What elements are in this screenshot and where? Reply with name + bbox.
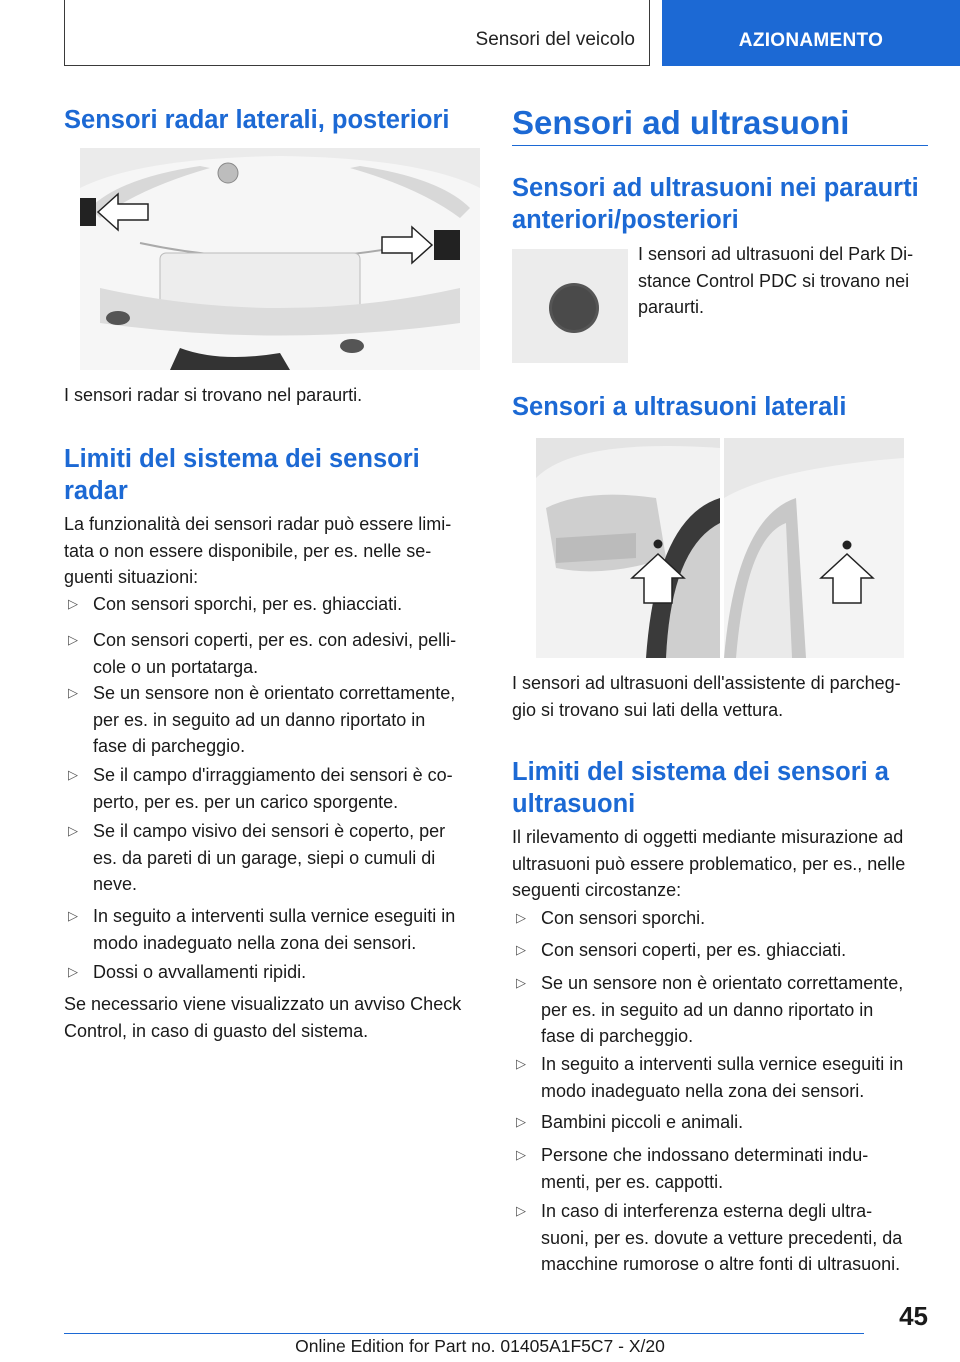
text-line: fase di parcheggio.: [93, 736, 246, 756]
radar-intro-text: I sensori radar si trovano nel paraurti.: [64, 385, 363, 405]
bullet-triangle-icon: ▷: [516, 1203, 526, 1218]
bullet-triangle-icon: ▷: [516, 910, 526, 925]
text-line: tata o non essere disponibile, per es. nelle se-: [64, 540, 432, 561]
ultrasonic-bullet-item: [512, 1051, 903, 1104]
bullet-triangle-icon: ▷: [516, 1056, 526, 1071]
ultrasonic-section-title: Sensori ad ultrasuoni: [512, 104, 850, 141]
bumper-sensors-text: [638, 241, 913, 321]
text-line: per es. in seguito ad un danno riportato in: [541, 999, 874, 1020]
ultrasonic-bullet-item: [512, 970, 903, 1050]
text-line: seguenti circostanze:: [512, 880, 682, 900]
text-line: Se necessario viene visualizzato un avviso Check: [64, 994, 462, 1014]
text-line: es. da pareti di un garage, siepi o cumuli di: [93, 847, 436, 868]
text-line: Con sensori sporchi, per es. ghiacciati.: [93, 594, 403, 614]
side-ultrasonic-sensors-icon: [536, 438, 904, 658]
ultrasonic-limits-title-line1: Limiti del sistema dei sensori a: [512, 758, 889, 786]
ultrasonic-bullet-item: [512, 937, 846, 964]
bullet-triangle-icon: ▷: [516, 1114, 526, 1129]
text-line: modo inadeguato nella zona dei sensori.: [541, 1080, 865, 1101]
radar-bullet-item: [64, 818, 445, 898]
text-line: In caso di interferenza esterna degli ultra-: [541, 1201, 873, 1221]
bullet-triangle-icon: ▷: [516, 1147, 526, 1162]
text-line: per es. in seguito ad un danno riportato in: [93, 709, 426, 730]
side-sensors-title: Sensori a ultrasuoni laterali: [512, 393, 847, 421]
bullet-triangle-icon: ▷: [68, 767, 78, 782]
ultrasonic-sensor-icon: [512, 249, 628, 363]
text-line: Con sensori coperti, per es. con adesivi, pelli-: [93, 630, 457, 650]
text-line: Se il campo d'irraggiamento dei sensori è co-: [93, 765, 453, 785]
radar-bullet-item: [64, 762, 453, 815]
bumper-sensors-title-line1: Sensori ad ultrasuoni nei paraurti: [512, 174, 919, 202]
text-line: macchine rumorose o altre fonti di ultrasuoni.: [541, 1254, 901, 1274]
radar-bullet-item: [64, 959, 306, 986]
radar-limits-title-line1: Limiti del sistema dei sensori: [64, 445, 420, 473]
ultrasonic-limits-title-line2: ultrasuoni: [512, 790, 636, 818]
text-line: suoni, per es. dovute a vetture precedenti, da: [541, 1227, 903, 1248]
car-rear-radar-sensors-icon: [80, 148, 480, 370]
radar-section-title: Sensori radar laterali, posteriori: [64, 106, 450, 134]
page-number: 45: [899, 1301, 928, 1331]
ultrasonic-bullet-item: [512, 905, 705, 932]
text-line: Se un sensore non è orientato correttamente,: [541, 973, 904, 993]
text-line: I sensori ad ultrasuoni dell'assistente di parcheg-: [512, 673, 901, 693]
header-chapter-tab: [662, 0, 960, 66]
title-underline: [512, 145, 928, 146]
text-line: Control, in caso di guasto del sistema.: [64, 1020, 369, 1041]
car-rear-radar-figure: [80, 148, 480, 370]
bumper-sensors-title-line2: anteriori/posteriori: [512, 206, 739, 234]
text-line: ultrasuoni può essere problematico, per es., nelle: [512, 853, 906, 874]
radar-bullet-item: [64, 903, 455, 956]
text-line: I sensori ad ultrasuoni del Park Di-: [638, 244, 914, 264]
text-line: La funzionalità dei sensori radar può essere limi-: [64, 514, 452, 534]
radar-bullet-item: [64, 627, 456, 680]
radar-limits-title-line2: radar: [64, 477, 128, 505]
header-chapter-title: AZIONAMENTO: [738, 30, 884, 51]
text-line: perto, per es. per un carico sporgente.: [93, 791, 399, 812]
bullet-triangle-icon: ▷: [68, 908, 78, 923]
bullet-triangle-icon: ▷: [68, 632, 78, 647]
text-line: Con sensori sporchi.: [541, 908, 706, 928]
bullet-triangle-icon: ▷: [68, 823, 78, 838]
sensor-figure: [512, 249, 628, 363]
text-line: Se il campo visivo dei sensori è coperto, per: [93, 821, 446, 841]
footer-rule: [64, 1333, 864, 1334]
ultrasonic-limits-intro: [512, 824, 905, 904]
text-line: Dossi o avvallamenti ripidi.: [93, 962, 307, 982]
text-line: In seguito a interventi sulla vernice eseguiti in: [541, 1054, 904, 1074]
header-section-title: Sensori del veicolo: [475, 29, 635, 50]
radar-bullet-item: [64, 680, 455, 760]
text-line: gio si trovano sui lati della vettura.: [512, 699, 784, 720]
text-line: Con sensori coperti, per es. ghiacciati.: [541, 940, 847, 960]
header-section-box: [64, 0, 650, 66]
bullet-triangle-icon: ▷: [68, 596, 78, 611]
bullet-triangle-icon: ▷: [516, 975, 526, 990]
side-sensors-text: [512, 670, 901, 723]
bullet-triangle-icon: ▷: [68, 964, 78, 979]
radar-outro-text: [64, 991, 461, 1044]
ultrasonic-bullet-item: [512, 1142, 868, 1195]
text-line: paraurti.: [638, 297, 705, 317]
text-line: guenti situazioni:: [64, 567, 199, 587]
ultrasonic-bullet-item: [512, 1198, 902, 1278]
text-line: cole o un portatarga.: [93, 656, 259, 677]
radar-limits-intro: [64, 511, 451, 591]
text-line: neve.: [93, 874, 138, 894]
footer-edition-text: Online Edition for Part no. 01405A1F5C7 - X/20: [295, 1336, 665, 1356]
text-line: Se un sensore non è orientato correttamente,: [93, 683, 456, 703]
text-line: fase di parcheggio.: [541, 1026, 694, 1046]
text-line: stance Control PDC si trovano nei: [638, 270, 910, 291]
radar-bullet-item: [64, 591, 402, 618]
text-line: In seguito a interventi sulla vernice eseguiti in: [93, 906, 456, 926]
text-line: Il rilevamento di oggetti mediante misurazione ad: [512, 827, 904, 847]
text-line: modo inadeguato nella zona dei sensori.: [93, 932, 417, 953]
bullet-triangle-icon: ▷: [68, 685, 78, 700]
text-line: Bambini piccoli e animali.: [541, 1112, 744, 1132]
bullet-triangle-icon: ▷: [516, 942, 526, 957]
text-line: menti, per es. cappotti.: [541, 1171, 724, 1192]
side-sensors-figure: [536, 438, 904, 658]
text-line: Persone che indossano determinati indu-: [541, 1145, 869, 1165]
ultrasonic-bullet-item: [512, 1109, 743, 1136]
